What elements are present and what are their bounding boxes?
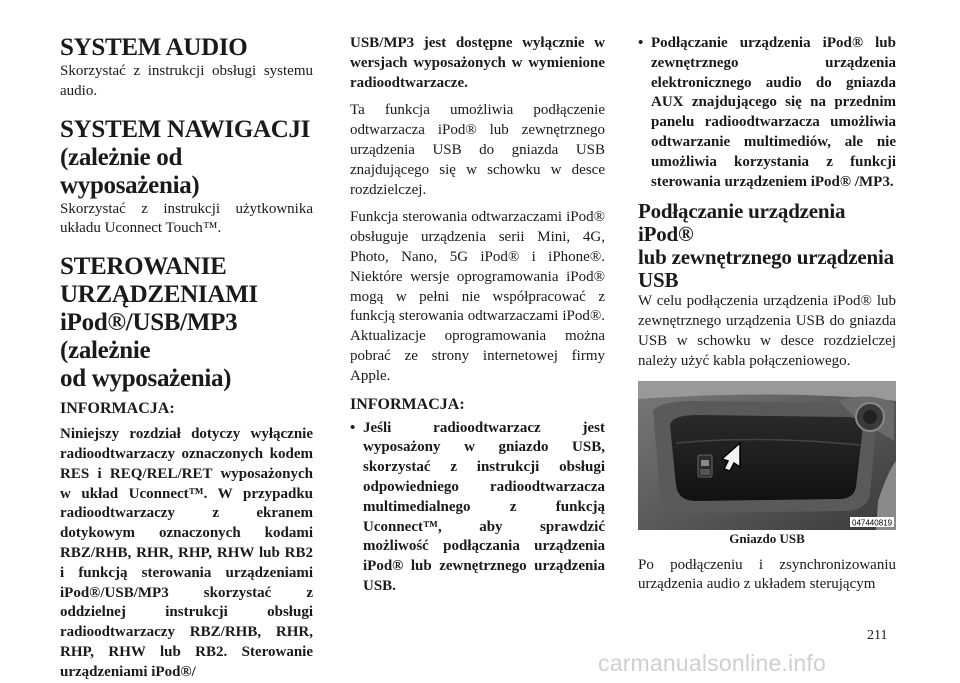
connect-device-heading-line3: USB <box>638 268 679 293</box>
paragraph-ipod-support: Funkcja sterowania odtwarzaczami iPod® obsługuje urządzenia serii Mini, 4G, Photo, Nano, 5G iPod® i iPhone®. Niektóre wersje oprogramowania iPod® mogą w pełni nie współpracować z funkcją sterowania odtwarzaczami iPod®. Aktualizacje oprogramowania można pobrać ze strony internetowej firmy Apple. <box>350 209 605 384</box>
continued-info-text: USB/MP3 jest dostępne wyłącznie w wersjach wyposażonych w wymienione radioodtwarzacze. <box>350 35 605 91</box>
nav-system-text: Skorzystać z instrukcji użytkownika układu Uconnect Touch™. <box>60 200 313 237</box>
info-label: INFORMACJA: <box>60 400 175 418</box>
bullet-usb-socket: • Jeśli radioodtwarzacz jest wyposażony w gniazdo USB, skorzystać z instrukcji obsługi odpowiedniego radioodtwarzacza multimedialnego z funkcją Uconnect™, aby sprawdzić możliwość podłączania urządzenia iPod® lub zewnętrznego urządzenia USB. <box>350 419 605 597</box>
bullet-list <box>638 34 896 192</box>
audio-system-text: Skorzystać z instrukcji obsługi systemu audio. <box>60 63 313 99</box>
paragraph-usb-function: Ta funkcja umożliwia podłączenie odtwarzacza iPod® lub zewnętrznego urządzenia USB do gniazda USB znajdującego się w schowku w desce rozdzielczej. <box>350 102 605 198</box>
nav-system-heading-line1: SYSTEM NAWIGACJI <box>60 115 311 143</box>
column-right <box>638 34 896 595</box>
column-middle <box>350 34 605 597</box>
info-text: Niniejszy rozdział dotyczy wyłącznie radioodtwarzaczy oznaczonych kodem RES i REQ/REL/RET wyposażonych w układ Uconnect™. W przypadku radioodtwarzaczy z ekranem dotykowym oznaczonych kodami RBZ/RHB, RHR, RHP, RHW lub RB2 i funkcją sterowania urządzeniami iPod®/USB/MP3 skorzystać z oddzielnej instrukcji obsługi radioodtwarzaczy RBZ/RHB, RHR, RHP, RHW lub RB2. Sterowanie urządzeniami iPod®/ <box>60 426 313 680</box>
page-number: 211 <box>867 628 888 643</box>
column-left <box>60 34 313 683</box>
nav-system-heading-line2: (zależnie od wyposażenia) <box>60 143 200 199</box>
device-control-heading-line3: iPod®/USB/MP3 (zależnie <box>60 309 238 365</box>
photo-caption: Gniazdo USB <box>729 530 805 546</box>
photo-code: 047440819 <box>852 518 893 528</box>
watermark: carmanualsonline.info <box>598 650 826 676</box>
connect-device-text: W celu podłączenia urządzenia iPod® lub zewnętrznego urządzenia USB do gniazda USB w schowku w desce rozdzielczej należy użyć kabla połączeniowego. <box>638 293 896 369</box>
info-bullet-list <box>350 419 605 597</box>
bullet-aux-connection: • Podłączanie urządzenia iPod® lub zewnętrznego urządzenia elektronicznego audio do gniazda AUX znajdującego się na przednim panelu radioodtwarzacza umożliwia odtwarzanie multimediów, ale nie umożliwia korzystania z funkcji sterowania urządzeniem iPod® /MP3. <box>638 34 896 192</box>
after-connect-text: Po podłączeniu i zsynchronizowaniu urządzenia audio z układem sterującym <box>638 556 896 593</box>
connect-device-heading-line1: Podłączanie urządzenia iPod® <box>638 199 846 247</box>
device-control-heading-line2: URZĄDZENIAMI <box>60 281 258 309</box>
info-label: INFORMACJA: <box>350 395 465 413</box>
device-control-heading-line1: STEROWANIE <box>60 253 227 281</box>
audio-system-heading: SYSTEM AUDIO <box>60 34 248 61</box>
connect-device-heading-line2: lub zewnętrznego urządzenia <box>638 245 894 270</box>
usb-socket-photo <box>638 381 896 530</box>
device-control-heading-line4: od wyposażenia) <box>60 365 232 393</box>
